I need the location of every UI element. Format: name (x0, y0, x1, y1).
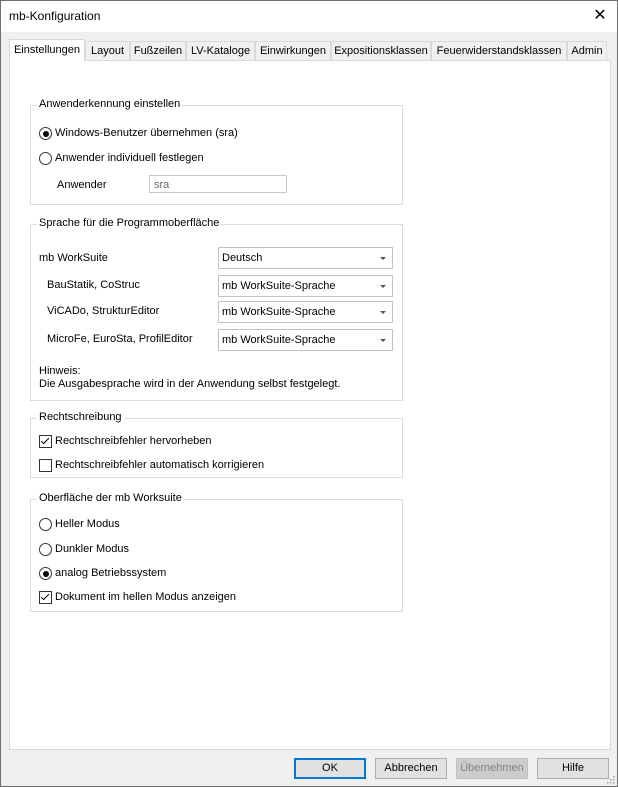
tab-einwirkungen[interactable]: Einwirkungen (255, 41, 331, 60)
checkbox-highlight-spelling[interactable] (39, 435, 52, 448)
tab-einstellungen[interactable]: Einstellungen (9, 39, 85, 61)
radio-light-mode-label[interactable]: Heller Modus (55, 518, 120, 530)
radio-dark-mode-label[interactable]: Dunkler Modus (55, 543, 129, 555)
language-select-microfe[interactable] (218, 329, 393, 351)
language-select-worksuite-value: Deutsch (222, 252, 263, 264)
radio-windows-user[interactable] (39, 127, 52, 140)
language-select-vicado[interactable] (218, 301, 393, 323)
checkbox-doc-light-mode-label[interactable]: Dokument im hellen Modus anzeigen (55, 591, 236, 603)
checkbox-autocorrect-spelling-label[interactable]: Rechtschreibfehler automatisch korrigieren (55, 459, 265, 471)
tab-panel (9, 60, 611, 750)
language-legend: Sprache für die Programmoberfläche (39, 217, 220, 229)
radio-dark-mode[interactable] (39, 543, 52, 556)
user-id-legend: Anwenderkennung einstellen (39, 98, 181, 110)
checkbox-doc-light-mode[interactable] (39, 591, 52, 604)
language-select-baustatik[interactable] (218, 275, 393, 297)
tab-feuerwiderstandsklassen[interactable]: Feuerwiderstandsklassen (431, 41, 567, 60)
tab-expositionsklassen[interactable]: Expositionsklassen (331, 41, 431, 60)
hint-text: Die Ausgabesprache wird in der Anwendung selbst festgelegt. (39, 378, 341, 390)
resize-grip-icon[interactable] (605, 774, 615, 784)
radio-light-mode[interactable] (39, 518, 52, 531)
radio-windows-user-label[interactable]: Windows-Benutzer übernehmen (sra) (55, 127, 238, 139)
radio-individual-user-label[interactable]: Anwender individuell festlegen (55, 152, 204, 164)
spelling-group (30, 411, 403, 478)
user-field-label: Anwender (57, 179, 107, 191)
apply-button[interactable]: Übernehmen (456, 758, 528, 779)
radio-system-mode-label[interactable]: analog Betriebssystem (55, 567, 167, 579)
radio-individual-user[interactable] (39, 152, 52, 165)
language-label-microfe: MicroFe, EuroSta, ProfilEditor (47, 333, 193, 345)
chevron-down-icon (380, 339, 386, 342)
ok-button[interactable]: OK (294, 758, 366, 779)
language-select-baustatik-value: mb WorkSuite-Sprache (222, 280, 336, 292)
chevron-down-icon (380, 285, 386, 288)
user-input[interactable]: sra (149, 175, 287, 193)
surface-legend: Oberfläche der mb Worksuite (39, 492, 182, 504)
language-group (30, 217, 403, 401)
help-button[interactable]: Hilfe (537, 758, 609, 779)
tab-admin[interactable]: Admin (567, 41, 607, 60)
cancel-button[interactable]: Abbrechen (375, 758, 447, 779)
window-title: mb-Konfiguration (9, 9, 101, 23)
surface-group (30, 492, 403, 612)
checkbox-autocorrect-spelling[interactable] (39, 459, 52, 472)
chevron-down-icon (380, 311, 386, 314)
language-label-worksuite: mb WorkSuite (39, 252, 108, 264)
language-select-vicado-value: mb WorkSuite-Sprache (222, 306, 336, 318)
user-id-group (30, 98, 403, 205)
spelling-legend: Rechtschreibung (39, 411, 122, 423)
language-select-microfe-value: mb WorkSuite-Sprache (222, 334, 336, 346)
tab-fusszeilen[interactable]: Fußzeilen (130, 41, 186, 60)
chevron-down-icon (380, 257, 386, 260)
radio-system-mode[interactable] (39, 567, 52, 580)
language-label-baustatik: BauStatik, CoStruc (47, 279, 140, 291)
close-icon[interactable]: ✕ (593, 7, 607, 24)
language-label-vicado: ViCADo, StrukturEditor (47, 305, 160, 317)
tab-lv-kataloge[interactable]: LV-Kataloge (186, 41, 255, 60)
title-bar (1, 1, 617, 32)
hint-title: Hinweis: (39, 365, 81, 377)
tab-layout[interactable]: Layout (85, 41, 130, 60)
checkbox-highlight-spelling-label[interactable]: Rechtschreibfehler hervorheben (55, 435, 212, 447)
language-select-worksuite[interactable] (218, 247, 393, 269)
